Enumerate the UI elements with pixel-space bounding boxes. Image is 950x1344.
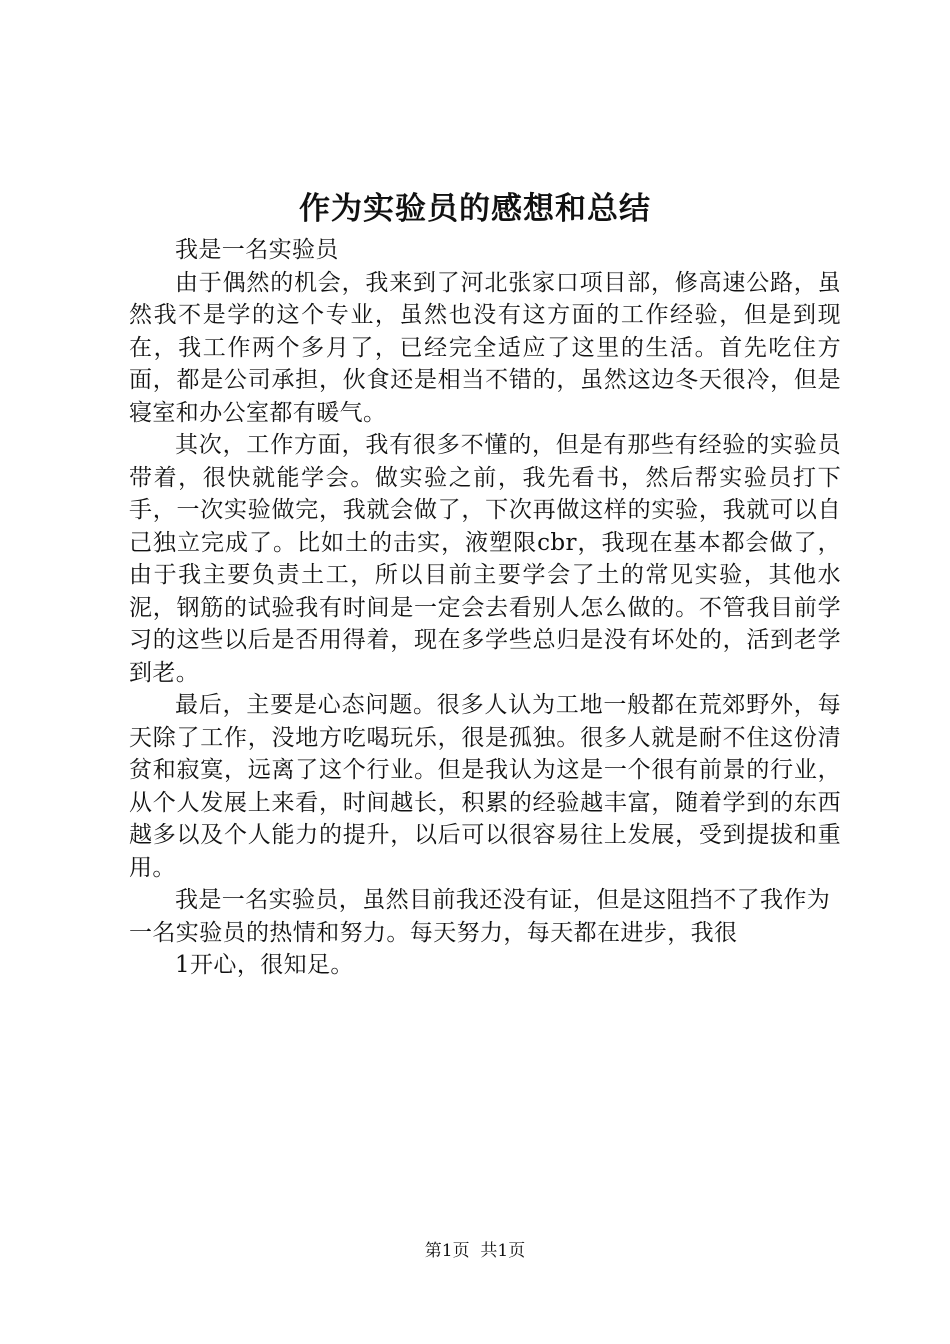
page-number: 第1页 xyxy=(424,1241,470,1261)
page-footer xyxy=(0,1239,950,1263)
paragraph-intro: 我是一名实验员 xyxy=(175,237,339,263)
document-title: 作为实验员的感想和总结 xyxy=(299,191,651,227)
footer-separator xyxy=(470,1241,481,1261)
paragraph-living: 由于偶然的机会，我来到了河北张家口项目部，修高速公路，虽然我不是学的这个专业，虽然也没有这方面的工作经验，但是到现在，我工作两个多月了，已经完全适应了这里的生活。首先吃住方面，都是公司承担，伙食还是相当不错的，虽然这边冬天很冷，但是寝室和办公室都有暖气。 xyxy=(129,269,841,426)
paragraph-conclusion: 我是一名实验员，虽然目前我还没有证，但是这阻挡不了我作为一名实验员的热情和努力。每天努力，每天都在进步，我很 xyxy=(129,887,831,946)
document-body xyxy=(129,234,841,982)
page-total: 共1页 xyxy=(480,1241,526,1261)
paragraph-mindset: 最后，主要是心态问题。很多人认为工地一般都在荒郊野外，每天除了工作，没地方吃喝玩乐，很是孤独。很多人就是耐不住这份清贫和寂寞，远离了这个行业。但是我认为这是一个很有前景的行业，从个人发展上来看，时间越长，积累的经验越丰富，随着学到的东西越多以及个人能力的提升，以后可以很容易往上发展，受到提拔和重用。 xyxy=(129,692,841,881)
paragraph-ending: 1开心，很知足。 xyxy=(175,952,354,978)
paragraph-work: 其次，工作方面，我有很多不懂的，但是有那些有经验的实验员带着，很快就能学会。做实验之前，我先看书，然后帮实验员打下手，一次实验做完，我就会做了，下次再做这样的实验，我就可以自己独立完成了。比如土的击实，液塑限cbr，我现在基本都会做了，由于我主要负责土工，所以目前主要学会了土的常见实验，其他水泥，钢筋的试验我有时间是一定会去看别人怎么做的。不管我目前学习的这些以后是否用得着，现在多学些总归是没有坏处的，活到老学到老。 xyxy=(129,432,841,686)
